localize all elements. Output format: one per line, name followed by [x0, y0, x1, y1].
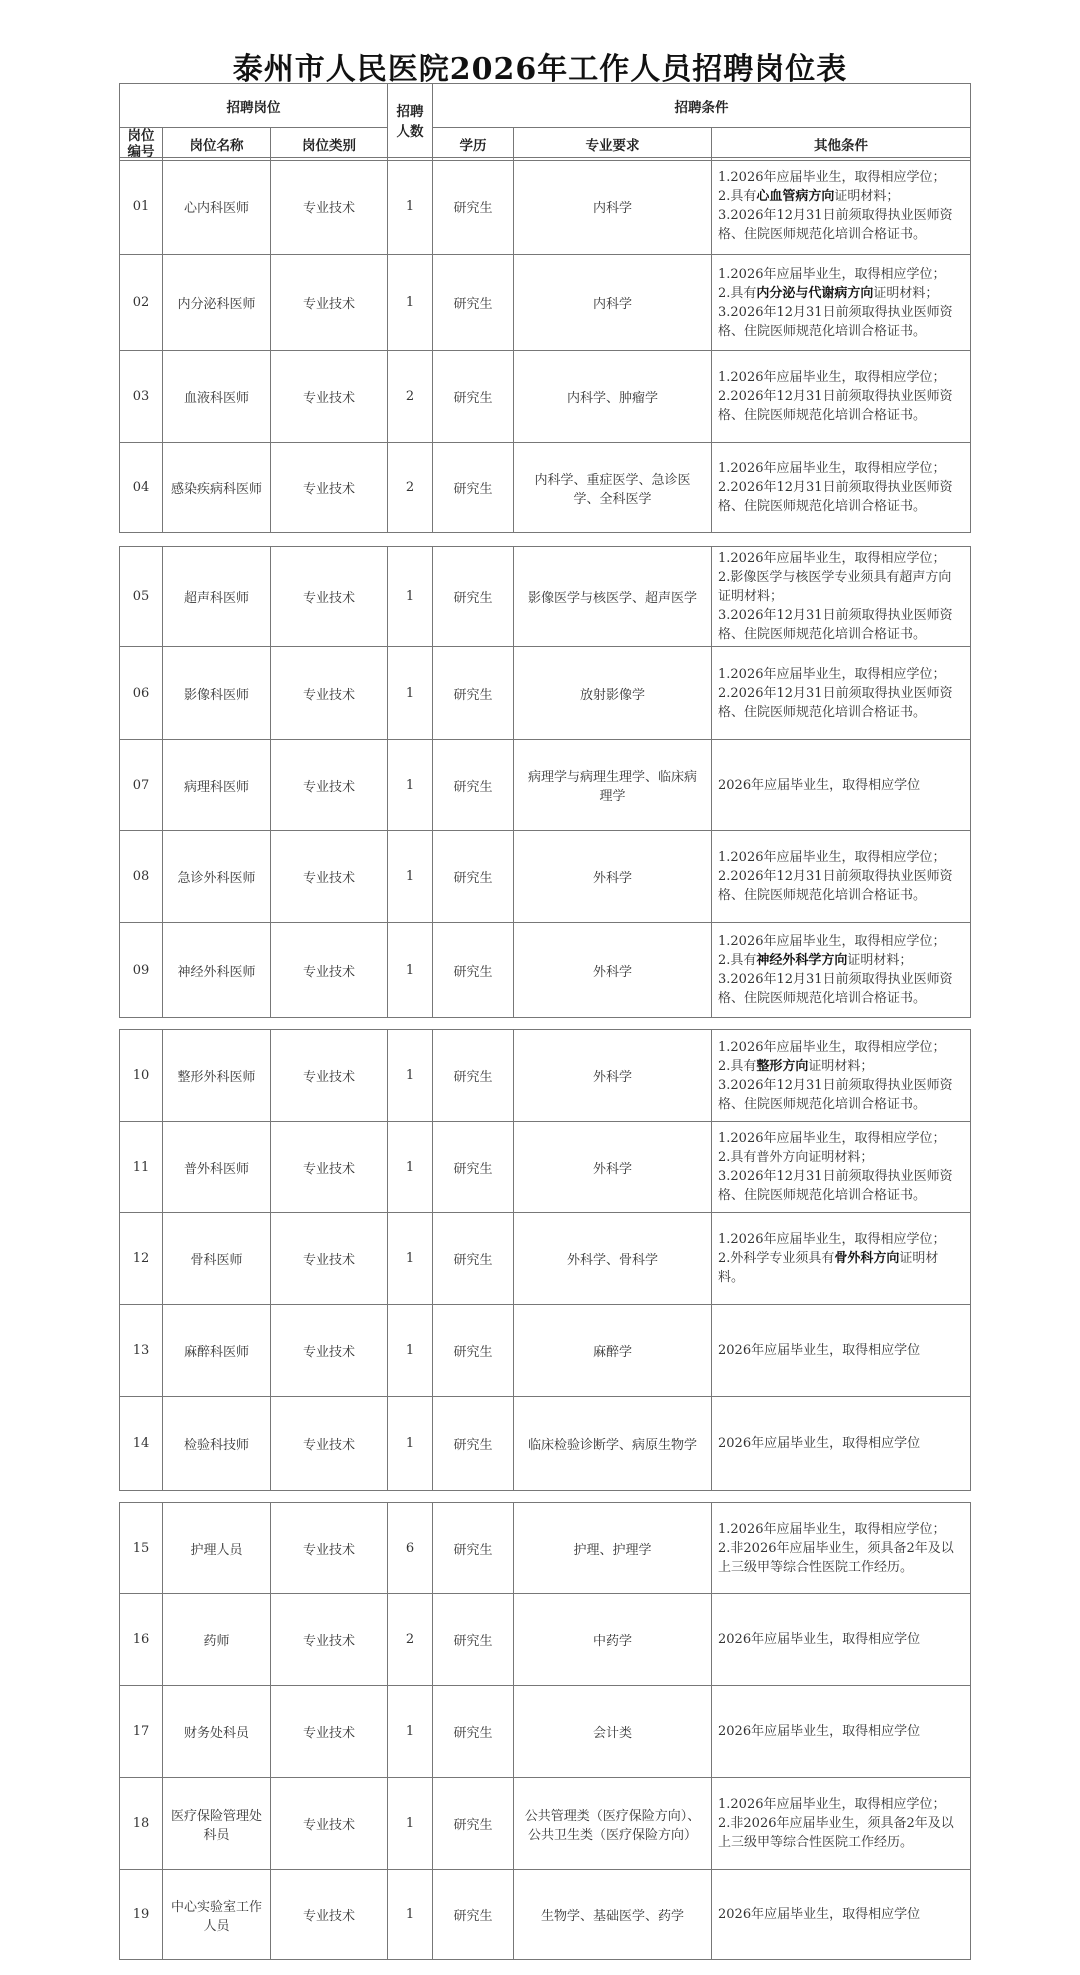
other-conditions: 2026年应届毕业生，取得相应学位: [712, 1686, 971, 1778]
position-category: 专业技术: [271, 1870, 388, 1960]
other-conditions: 1.2026年应届毕业生，取得相应学位； 2.外科学专业须具有骨外科方向证明材料。: [712, 1213, 971, 1305]
education-requirement: 研究生: [433, 158, 514, 255]
position-name: 内分泌科医师: [163, 255, 271, 351]
position-code: 08: [120, 831, 163, 923]
education-requirement: 研究生: [433, 1305, 514, 1397]
hiring-count: 1: [388, 647, 433, 740]
education-requirement: 研究生: [433, 1870, 514, 1960]
position-code: 01: [120, 158, 163, 255]
hiring-count: 6: [388, 1503, 433, 1594]
hiring-count: 1: [388, 923, 433, 1018]
other-conditions: 1.2026年应届毕业生，取得相应学位； 2.具有内分泌与代谢病方向证明材料； 3.2026年12月31日前须取得执业医师资格、住院医师规范化培训合格证书。: [712, 255, 971, 351]
major-requirement: 内科学: [514, 255, 712, 351]
position-code: 10: [120, 1030, 163, 1122]
position-code: 12: [120, 1213, 163, 1305]
position-code: 05: [120, 547, 163, 647]
hiring-count: 1: [388, 1686, 433, 1778]
position-code: 17: [120, 1686, 163, 1778]
major-requirement: 临床检验诊断学、病原生物学: [514, 1397, 712, 1491]
header-major: 专业要求: [514, 128, 712, 161]
hiring-count: 1: [388, 1030, 433, 1122]
table-row: [120, 740, 971, 831]
table-header: [119, 83, 971, 161]
position-code: 04: [120, 443, 163, 533]
position-name: 影像科医师: [163, 647, 271, 740]
position-code: 09: [120, 923, 163, 1018]
major-requirement: 麻醉学: [514, 1305, 712, 1397]
table-row: [120, 1122, 971, 1213]
position-code: 18: [120, 1778, 163, 1870]
job-table-block: [119, 1502, 971, 1960]
position-category: 专业技术: [271, 647, 388, 740]
major-requirement: 内科学、肿瘤学: [514, 351, 712, 443]
other-conditions: 1.2026年应届毕业生，取得相应学位； 2.2026年12月31日前须取得执业医师资格、住院医师规范化培训合格证书。: [712, 831, 971, 923]
job-table-block: [119, 546, 971, 1018]
table-row: [120, 1594, 971, 1686]
other-conditions: 2026年应届毕业生，取得相应学位: [712, 740, 971, 831]
position-category: 专业技术: [271, 351, 388, 443]
education-requirement: 研究生: [433, 831, 514, 923]
table-row: [120, 1778, 971, 1870]
hiring-count: 1: [388, 1778, 433, 1870]
header-other: 其他条件: [712, 128, 971, 161]
position-name: 感染疾病科医师: [163, 443, 271, 533]
education-requirement: 研究生: [433, 443, 514, 533]
other-conditions: 2026年应届毕业生，取得相应学位: [712, 1594, 971, 1686]
other-conditions: 1.2026年应届毕业生，取得相应学位； 2.非2026年应届毕业生，须具备2年及以上三级甲等综合性医院工作经历。: [712, 1778, 971, 1870]
table-row: [120, 158, 971, 255]
major-requirement: 内科学: [514, 158, 712, 255]
other-conditions: 1.2026年应届毕业生，取得相应学位； 2.2026年12月31日前须取得执业医师资格、住院医师规范化培训合格证书。: [712, 647, 971, 740]
education-requirement: 研究生: [433, 1030, 514, 1122]
education-requirement: 研究生: [433, 1778, 514, 1870]
other-conditions: 1.2026年应届毕业生，取得相应学位； 2.具有心血管病方向证明材料； 3.2026年12月31日前须取得执业医师资格、住院医师规范化培训合格证书。: [712, 158, 971, 255]
hiring-count: 1: [388, 547, 433, 647]
other-conditions: 1.2026年应届毕业生，取得相应学位； 2.2026年12月31日前须取得执业医师资格、住院医师规范化培训合格证书。: [712, 351, 971, 443]
education-requirement: 研究生: [433, 647, 514, 740]
major-requirement: 病理学与病理生理学、临床病理学: [514, 740, 712, 831]
major-requirement: 会计类: [514, 1686, 712, 1778]
hiring-count: 1: [388, 1213, 433, 1305]
header-count: 招聘人数: [388, 84, 433, 161]
hiring-count: 1: [388, 1122, 433, 1213]
table-row: [120, 1305, 971, 1397]
other-conditions: 1.2026年应届毕业生，取得相应学位； 2.具有神经外科学方向证明材料； 3.2026年12月31日前须取得执业医师资格、住院医师规范化培训合格证书。: [712, 923, 971, 1018]
table-row: [120, 547, 971, 647]
job-table-block: [119, 157, 971, 533]
hiring-count: 2: [388, 443, 433, 533]
position-category: 专业技术: [271, 1213, 388, 1305]
position-code: 14: [120, 1397, 163, 1491]
position-category: 专业技术: [271, 158, 388, 255]
header-position-group: 招聘岗位: [120, 84, 388, 128]
position-code: 15: [120, 1503, 163, 1594]
position-category: 专业技术: [271, 1778, 388, 1870]
education-requirement: 研究生: [433, 1397, 514, 1491]
position-name: 中心实验室工作人员: [163, 1870, 271, 1960]
table-row: [120, 831, 971, 923]
job-table-block: [119, 1029, 971, 1491]
hiring-count: 1: [388, 255, 433, 351]
position-name: 骨科医师: [163, 1213, 271, 1305]
position-name: 心内科医师: [163, 158, 271, 255]
table-row: [120, 351, 971, 443]
position-code: 11: [120, 1122, 163, 1213]
other-conditions: 1.2026年应届毕业生，取得相应学位； 2.影像医学与核医学专业须具有超声方向证明材料； 3.2026年12月31日前须取得执业医师资格、住院医师规范化培训合格证书。: [712, 547, 971, 647]
hiring-count: 1: [388, 1305, 433, 1397]
education-requirement: 研究生: [433, 351, 514, 443]
other-conditions: 1.2026年应届毕业生，取得相应学位； 2.具有普外方向证明材料； 3.2026年12月31日前须取得执业医师资格、住院医师规范化培训合格证书。: [712, 1122, 971, 1213]
major-requirement: 外科学: [514, 923, 712, 1018]
table-row: [120, 1397, 971, 1491]
position-name: 超声科医师: [163, 547, 271, 647]
education-requirement: 研究生: [433, 255, 514, 351]
position-category: 专业技术: [271, 1594, 388, 1686]
table-row: [120, 1213, 971, 1305]
other-conditions: 1.2026年应届毕业生，取得相应学位； 2.2026年12月31日前须取得执业医师资格、住院医师规范化培训合格证书。: [712, 443, 971, 533]
major-requirement: 生物学、基础医学、药学: [514, 1870, 712, 1960]
hiring-count: 2: [388, 351, 433, 443]
position-name: 病理科医师: [163, 740, 271, 831]
position-category: 专业技术: [271, 1397, 388, 1491]
header-conditions-group: 招聘条件: [433, 84, 971, 128]
table-row: [120, 647, 971, 740]
major-requirement: 外科学: [514, 831, 712, 923]
header-code: 岗位编号: [120, 128, 163, 161]
major-requirement: 内科学、重症医学、急诊医学、全科医学: [514, 443, 712, 533]
other-conditions: 2026年应届毕业生，取得相应学位: [712, 1305, 971, 1397]
position-name: 血液科医师: [163, 351, 271, 443]
major-requirement: 放射影像学: [514, 647, 712, 740]
education-requirement: 研究生: [433, 1213, 514, 1305]
hiring-count: 1: [388, 1870, 433, 1960]
major-requirement: 影像医学与核医学、超声医学: [514, 547, 712, 647]
other-conditions: 1.2026年应届毕业生，取得相应学位； 2.具有整形方向证明材料； 3.2026年12月31日前须取得执业医师资格、住院医师规范化培训合格证书。: [712, 1030, 971, 1122]
header-category: 岗位类别: [271, 128, 388, 161]
major-requirement: 外科学: [514, 1030, 712, 1122]
position-category: 专业技术: [271, 740, 388, 831]
position-name: 医疗保险管理处科员: [163, 1778, 271, 1870]
other-conditions: 1.2026年应届毕业生，取得相应学位； 2.非2026年应届毕业生，须具备2年及以上三级甲等综合性医院工作经历。: [712, 1503, 971, 1594]
position-code: 03: [120, 351, 163, 443]
education-requirement: 研究生: [433, 740, 514, 831]
hiring-count: 1: [388, 1397, 433, 1491]
other-conditions: 2026年应届毕业生，取得相应学位: [712, 1870, 971, 1960]
position-category: 专业技术: [271, 443, 388, 533]
table-row: [120, 1686, 971, 1778]
position-code: 16: [120, 1594, 163, 1686]
hiring-count: 1: [388, 158, 433, 255]
position-category: 专业技术: [271, 547, 388, 647]
position-code: 07: [120, 740, 163, 831]
table-row: [120, 255, 971, 351]
education-requirement: 研究生: [433, 1122, 514, 1213]
page-title: 泰州市人民医院2026年工作人员招聘岗位表: [232, 52, 848, 87]
position-name: 整形外科医师: [163, 1030, 271, 1122]
table-row: [120, 1030, 971, 1122]
table-row: [120, 923, 971, 1018]
major-requirement: 外科学、骨科学: [514, 1213, 712, 1305]
position-category: 专业技术: [271, 1030, 388, 1122]
header-name: 岗位名称: [163, 128, 271, 161]
position-category: 专业技术: [271, 1122, 388, 1213]
table-row: [120, 1503, 971, 1594]
position-category: 专业技术: [271, 1686, 388, 1778]
position-category: 专业技术: [271, 255, 388, 351]
major-requirement: 公共管理类（医疗保险方向）、公共卫生类（医疗保险方向）: [514, 1778, 712, 1870]
education-requirement: 研究生: [433, 1686, 514, 1778]
major-requirement: 护理、护理学: [514, 1503, 712, 1594]
hiring-count: 1: [388, 740, 433, 831]
major-requirement: 外科学: [514, 1122, 712, 1213]
position-code: 19: [120, 1870, 163, 1960]
position-name: 检验科技师: [163, 1397, 271, 1491]
position-name: 护理人员: [163, 1503, 271, 1594]
major-requirement: 中药学: [514, 1594, 712, 1686]
position-name: 药师: [163, 1594, 271, 1686]
position-category: 专业技术: [271, 923, 388, 1018]
hiring-count: 2: [388, 1594, 433, 1686]
position-category: 专业技术: [271, 1305, 388, 1397]
header-education: 学历: [433, 128, 514, 161]
education-requirement: 研究生: [433, 1594, 514, 1686]
position-name: 财务处科员: [163, 1686, 271, 1778]
position-code: 02: [120, 255, 163, 351]
position-code: 13: [120, 1305, 163, 1397]
education-requirement: 研究生: [433, 923, 514, 1018]
table-row: [120, 1870, 971, 1960]
hiring-count: 1: [388, 831, 433, 923]
education-requirement: 研究生: [433, 1503, 514, 1594]
position-name: 急诊外科医师: [163, 831, 271, 923]
position-name: 神经外科医师: [163, 923, 271, 1018]
other-conditions: 2026年应届毕业生，取得相应学位: [712, 1397, 971, 1491]
table-row: [120, 443, 971, 533]
position-name: 普外科医师: [163, 1122, 271, 1213]
position-code: 06: [120, 647, 163, 740]
position-category: 专业技术: [271, 1503, 388, 1594]
position-category: 专业技术: [271, 831, 388, 923]
education-requirement: 研究生: [433, 547, 514, 647]
position-name: 麻醉科医师: [163, 1305, 271, 1397]
